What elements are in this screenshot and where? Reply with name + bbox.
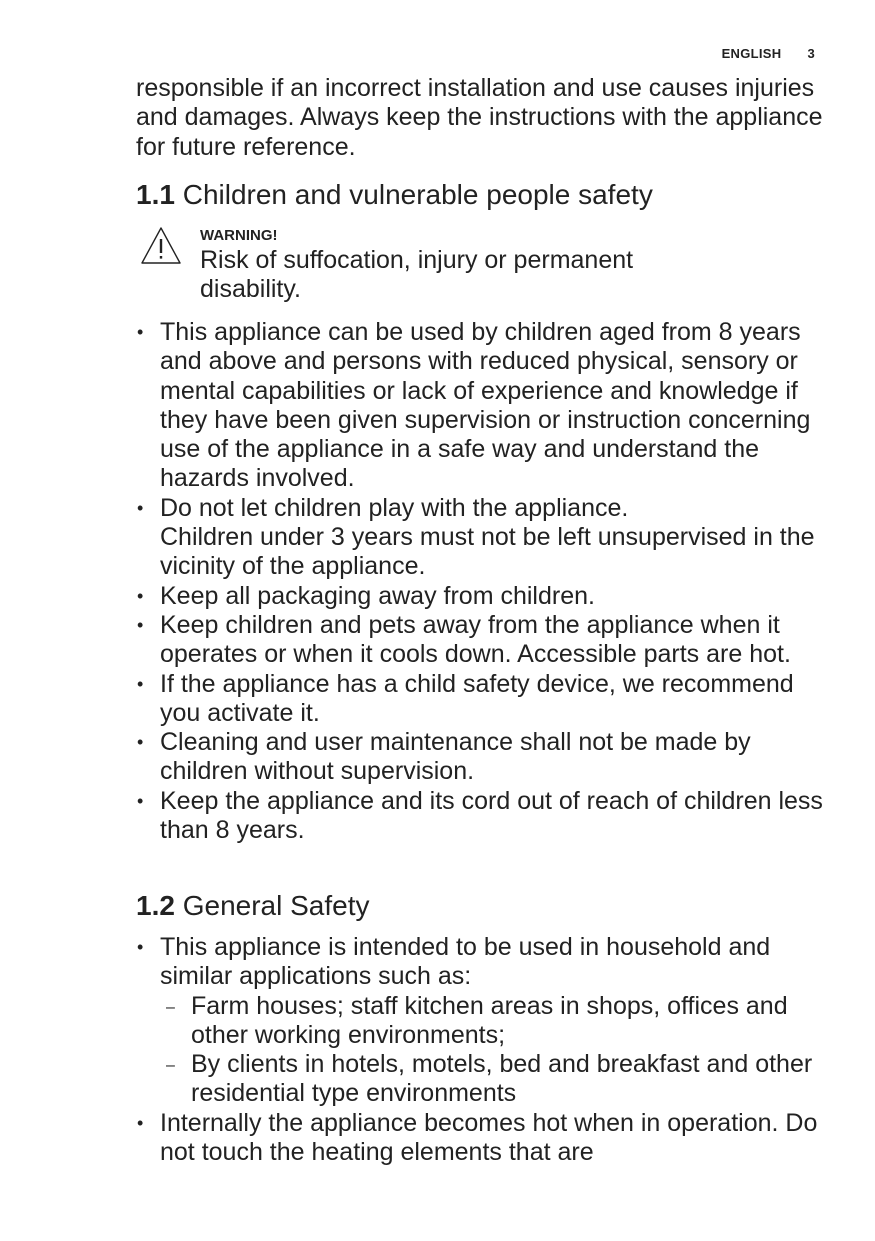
bullet-icon: • xyxy=(137,732,144,753)
bullet-icon: • xyxy=(137,585,144,606)
list-item: • This appliance can be used by children aged from 8 years and above and persons with reduced physical, sensory or mental capabilities or lack of experience and knowledge if they have been given supervision or instruction concerning use of the appliance in a safe way and understand the hazards involved. xyxy=(137,318,811,493)
bullet-icon: • xyxy=(137,937,144,957)
list-item-continuation: Children under 3 years must not be left unsupervised in the vicinity of the appliance. xyxy=(160,523,815,581)
section-heading-1-2 xyxy=(136,889,370,923)
bullet-icon: • xyxy=(137,790,144,811)
warning-triangle-icon xyxy=(140,226,182,266)
intro-paragraph: responsible if an incorrect installation and use causes injuries and damages. Always keep the instructions with the appliance for future reference. xyxy=(136,74,823,161)
list-item: • Cleaning and user maintenance shall not be made by children without supervision. xyxy=(137,728,751,786)
bullet-icon: • xyxy=(137,614,144,635)
section-number: 1.1 xyxy=(136,179,175,210)
list-item: • Keep children and pets away from the appliance when it operates or when it cools down. Accessible parts are hot. xyxy=(137,610,791,669)
section-title: Children and vulnerable people safety xyxy=(182,179,653,210)
bullet-icon: • xyxy=(137,322,144,342)
general-safety-list xyxy=(136,933,826,1167)
section-title: General Safety xyxy=(182,890,370,921)
bullet-icon: • xyxy=(137,497,144,518)
section-number: 1.2 xyxy=(136,890,175,921)
list-item: • Internally the appliance becomes hot when in operation. Do not touch the heating elements that are xyxy=(137,1108,818,1167)
list-item: • If the appliance has a child safety device, we recommend you activate it. xyxy=(137,669,794,727)
list-item: • Do not let children play with the appliance. Children under 3 years must not be left unsupervised in the vicinity of the appliance. xyxy=(137,493,815,581)
section-heading-1-1 xyxy=(136,178,653,212)
sub-list xyxy=(160,992,826,1109)
sub-list-item: – Farm houses; staff kitchen areas in shops, offices and other working environments; xyxy=(166,991,788,1049)
warning-text: Risk of suffocation, injury or permanent disability. xyxy=(200,246,634,304)
dash-icon: – xyxy=(166,998,175,1016)
page-number: 3 xyxy=(807,46,815,61)
children-safety-list xyxy=(136,318,826,845)
running-header xyxy=(722,46,815,61)
list-item: • This appliance is intended to be used in household and similar applications such as: – Farm houses; staff kitchen areas in shops, offices and other working environments; – By clients in hotels, motels, bed and breakfast and other residential type environments xyxy=(136,933,826,1109)
list-item: • Keep all packaging away from children. xyxy=(137,581,595,610)
bullet-icon: • xyxy=(137,1112,144,1133)
header-language: ENGLISH xyxy=(721,46,782,61)
bullet-icon: • xyxy=(137,673,144,694)
dash-icon: – xyxy=(166,1057,175,1075)
warning-box xyxy=(136,226,826,306)
sub-list-item: – By clients in hotels, motels, bed and breakfast and other residential type environments xyxy=(166,1050,813,1108)
list-item: • Keep the appliance and its cord out of reach of children less than 8 years. xyxy=(137,786,823,845)
warning-label: WARNING! xyxy=(200,227,278,244)
